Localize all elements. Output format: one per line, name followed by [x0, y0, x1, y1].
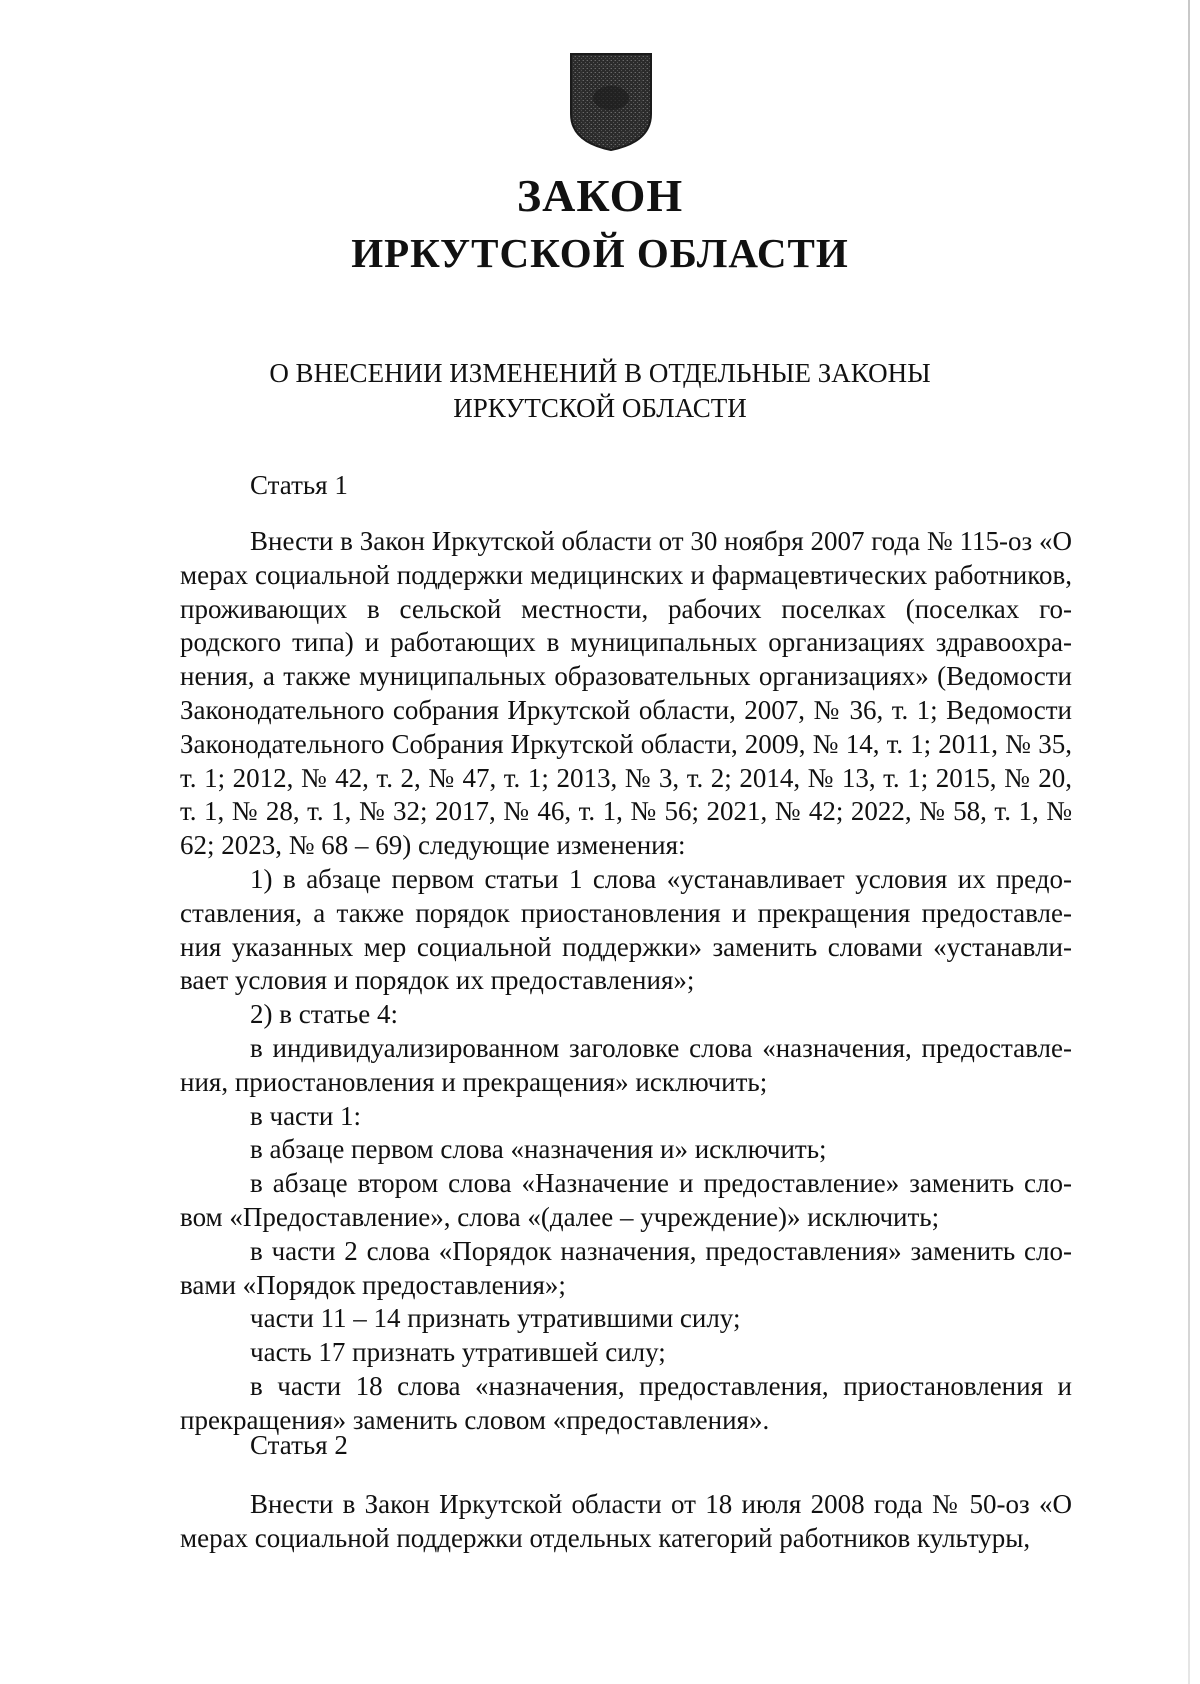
paragraph: Внести в Закон Иркутской области от 18 июля 2008 года № 50-оз «О мерах социальной поддержки отдельных категорий работников культуры, [180, 1489, 1072, 1553]
paragraph: в части 1: [250, 1100, 362, 1131]
article-2-heading: Статья 2 [250, 1430, 348, 1460]
paragraph: 1) в абзаце первом статьи 1 слова «устанавливает условия их предоставления, а также порядок приостановления и прекращения предоставления указанных мер социальной поддержки» заменить словами «устанавливает условия и порядок их предоставления»; [180, 863, 1072, 996]
law-subject [0, 356, 1200, 426]
article-1-heading: Статья 1 [250, 470, 348, 500]
paragraph: части 11 – 14 признать утратившими силу; [250, 1303, 741, 1334]
subject-line: О ВНЕСЕНИИ ИЗМЕНЕНИЙ В ОТДЕЛЬНЫЕ ЗАКОНЫ [269, 358, 931, 388]
paragraph: Внести в Закон Иркутской области от 30 ноября 2007 года № 115-оз «О мерах социальной поддержки медицинских и фармацевтических работников, проживающих в сельской местности, рабочих поселках (поселках городского типа) и работающих в муниципальных организациях здравоохранения, а также муниципальных образовательных организациях» (Ведомости Законодательного собрания Иркутской области, 2007, № 36, т. 1; Ведомости Законодательного Собрания Иркутской области, 2009, № 14, т. 1; 2011, № 35, т. 1; 2012, № 42, т. 2, № 47, т. 1; 2013, № 3, т. 2; 2014, № 13, т. 1; 2015, № 20, т. 1, № 28, т. 1, № 32; 2017, № 46, т. 1, № 56; 2021, № 42; 2022, № 58, т. 1, № 62; 2023, № 68 – 69) следующие изменения: [180, 526, 1072, 861]
law-title: ЗАКОН [516, 170, 684, 221]
article-2-body [180, 1488, 1072, 1556]
paragraph: в абзаце первом слова «назначения и» исключить; [250, 1134, 827, 1165]
article-1-body [180, 525, 1072, 1438]
paragraph: в части 18 слова «назначения, предоставления, приостановления и прекращения» заменить словом «предоставления». [180, 1370, 1072, 1435]
subject-line: ИРКУТСКОЙ ОБЛАСТИ [453, 393, 747, 423]
paragraph: в абзаце втором слова «Назначение и предоставление» заменить словом «Предоставление», слова «(далее – учреждение)» исключить; [180, 1168, 1072, 1232]
paragraph: 2) в статье 4: [250, 999, 398, 1030]
paragraph: в части 2 слова «Порядок назначения, предоставления» заменить словами «Порядок предоставления»; [180, 1235, 1072, 1300]
coat-of-arms-icon [567, 52, 655, 152]
law-region-title: ИРКУТСКОЙ ОБЛАСТИ [351, 230, 849, 276]
paragraph: в индивидуализированном заголовке слова «назначения, предоставления, приостановления и прекращения» исключить; [180, 1032, 1072, 1097]
paragraph: часть 17 признать утратившей силу; [250, 1337, 666, 1368]
